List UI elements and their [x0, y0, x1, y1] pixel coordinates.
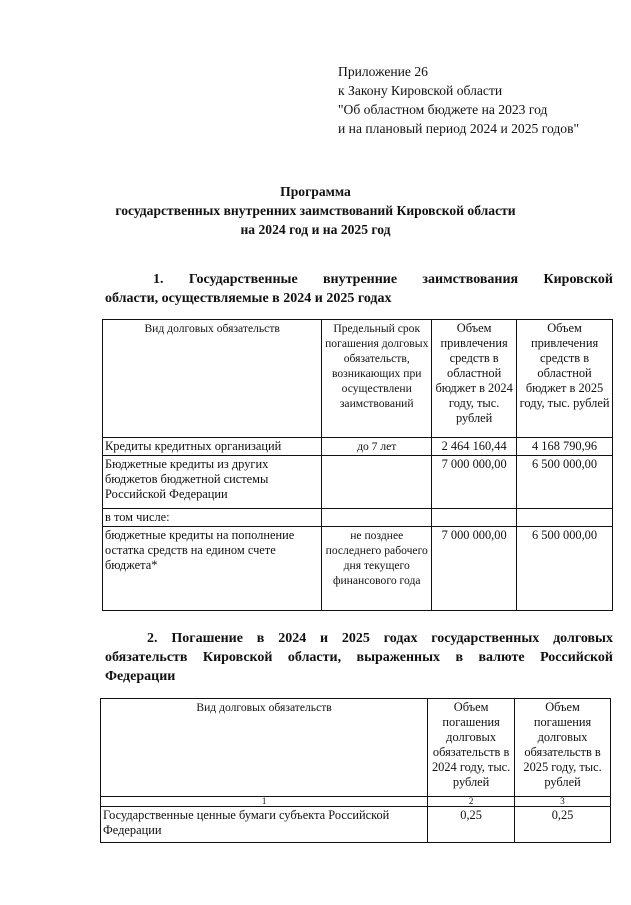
header-debt-type: Вид долговых обязательств [101, 699, 428, 797]
table-header-row [103, 320, 613, 438]
row-volume-2025 [517, 509, 613, 527]
row-repay-2024: 0,25 [428, 807, 515, 843]
table-row [103, 509, 613, 527]
section1-heading-line-2: области, осуществляемые в 2024 и 2025 годах [105, 291, 392, 306]
row-term [322, 509, 432, 527]
appendix-line-4: и на плановый период 2024 и 2025 годов" [338, 121, 580, 136]
header-repay-2025: Объем погашения долговых обязательств в 2025 году, тыс. рублей [515, 699, 611, 797]
row-volume-2025: 6 500 000,00 [517, 527, 613, 611]
header-term: Предельный срок погашения долговых обязательств, возникающих при осуществлени заимствований [322, 320, 432, 438]
row-term: до 7 лет [322, 438, 432, 456]
section1-heading [105, 270, 613, 308]
row-repay-2025: 0,25 [515, 807, 611, 843]
section2-heading-line-2: обязательств Кировской области, выраженных в валюте Российской [105, 650, 613, 665]
title-line-2: государственных внутренних заимствований Кировской области [115, 203, 516, 218]
section2-heading [105, 629, 613, 686]
table-row [103, 456, 613, 509]
row-volume-2025: 4 168 790,96 [517, 438, 613, 456]
row-volume-2024 [432, 509, 517, 527]
row-volume-2024: 7 000 000,00 [432, 527, 517, 611]
appendix-line-3: "Об областном бюджете на 2023 год [338, 102, 548, 117]
row-name: в том числе: [103, 509, 322, 527]
column-number-1: 1 [101, 797, 428, 807]
column-number-3: 3 [515, 797, 611, 807]
appendix-line-1: Приложение 26 [338, 64, 428, 79]
header-repay-2024: Объем погашения долговых обязательств в 2024 году, тыс. рублей [428, 699, 515, 797]
title-line-3: на 2024 год и на 2025 год [240, 222, 391, 237]
section1-heading-line-1: 1. Государственные внутренние заимствования Кировской [153, 272, 613, 287]
header-volume-2025: Объем привлечения средств в областной бюджет в 2025 году, тыс. рублей [517, 320, 613, 438]
row-volume-2024: 7 000 000,00 [432, 456, 517, 509]
row-volume-2025: 6 500 000,00 [517, 456, 613, 509]
repayment-table [100, 698, 611, 843]
row-name: Кредиты кредитных организаций [103, 438, 322, 456]
table-row [103, 527, 613, 611]
table-header-row [101, 699, 611, 797]
section2-heading-line-3: Федерации [105, 669, 176, 684]
header-volume-2024: Объем привлечения средств в областной бюджет в 2024 году, тыс. рублей [432, 320, 517, 438]
row-name: Государственные ценные бумаги субъекта Российской Федерации [101, 807, 428, 843]
appendix-line-2: к Закону Кировской области [338, 83, 503, 98]
table-row [103, 438, 613, 456]
section2-heading-line-1: 2. Погашение в 2024 и 2025 годах государственных долговых [147, 631, 613, 646]
header-debt-type: Вид долговых обязательств [103, 320, 322, 438]
table-row [101, 807, 611, 843]
row-volume-2024: 2 464 160,44 [432, 438, 517, 456]
row-term [322, 456, 432, 509]
borrowings-table [102, 319, 613, 611]
row-term: не позднее последнего рабочего дня текущего финансового года [322, 527, 432, 611]
column-number-row [101, 797, 611, 807]
row-name: Бюджетные кредиты из других бюджетов бюджетной системы Российской Федерации [103, 456, 322, 509]
title-line-1: Программа [280, 184, 351, 199]
column-number-2: 2 [428, 797, 515, 807]
row-name: бюджетные кредиты на пополнение остатка средств на едином счете бюджета* [103, 527, 322, 611]
